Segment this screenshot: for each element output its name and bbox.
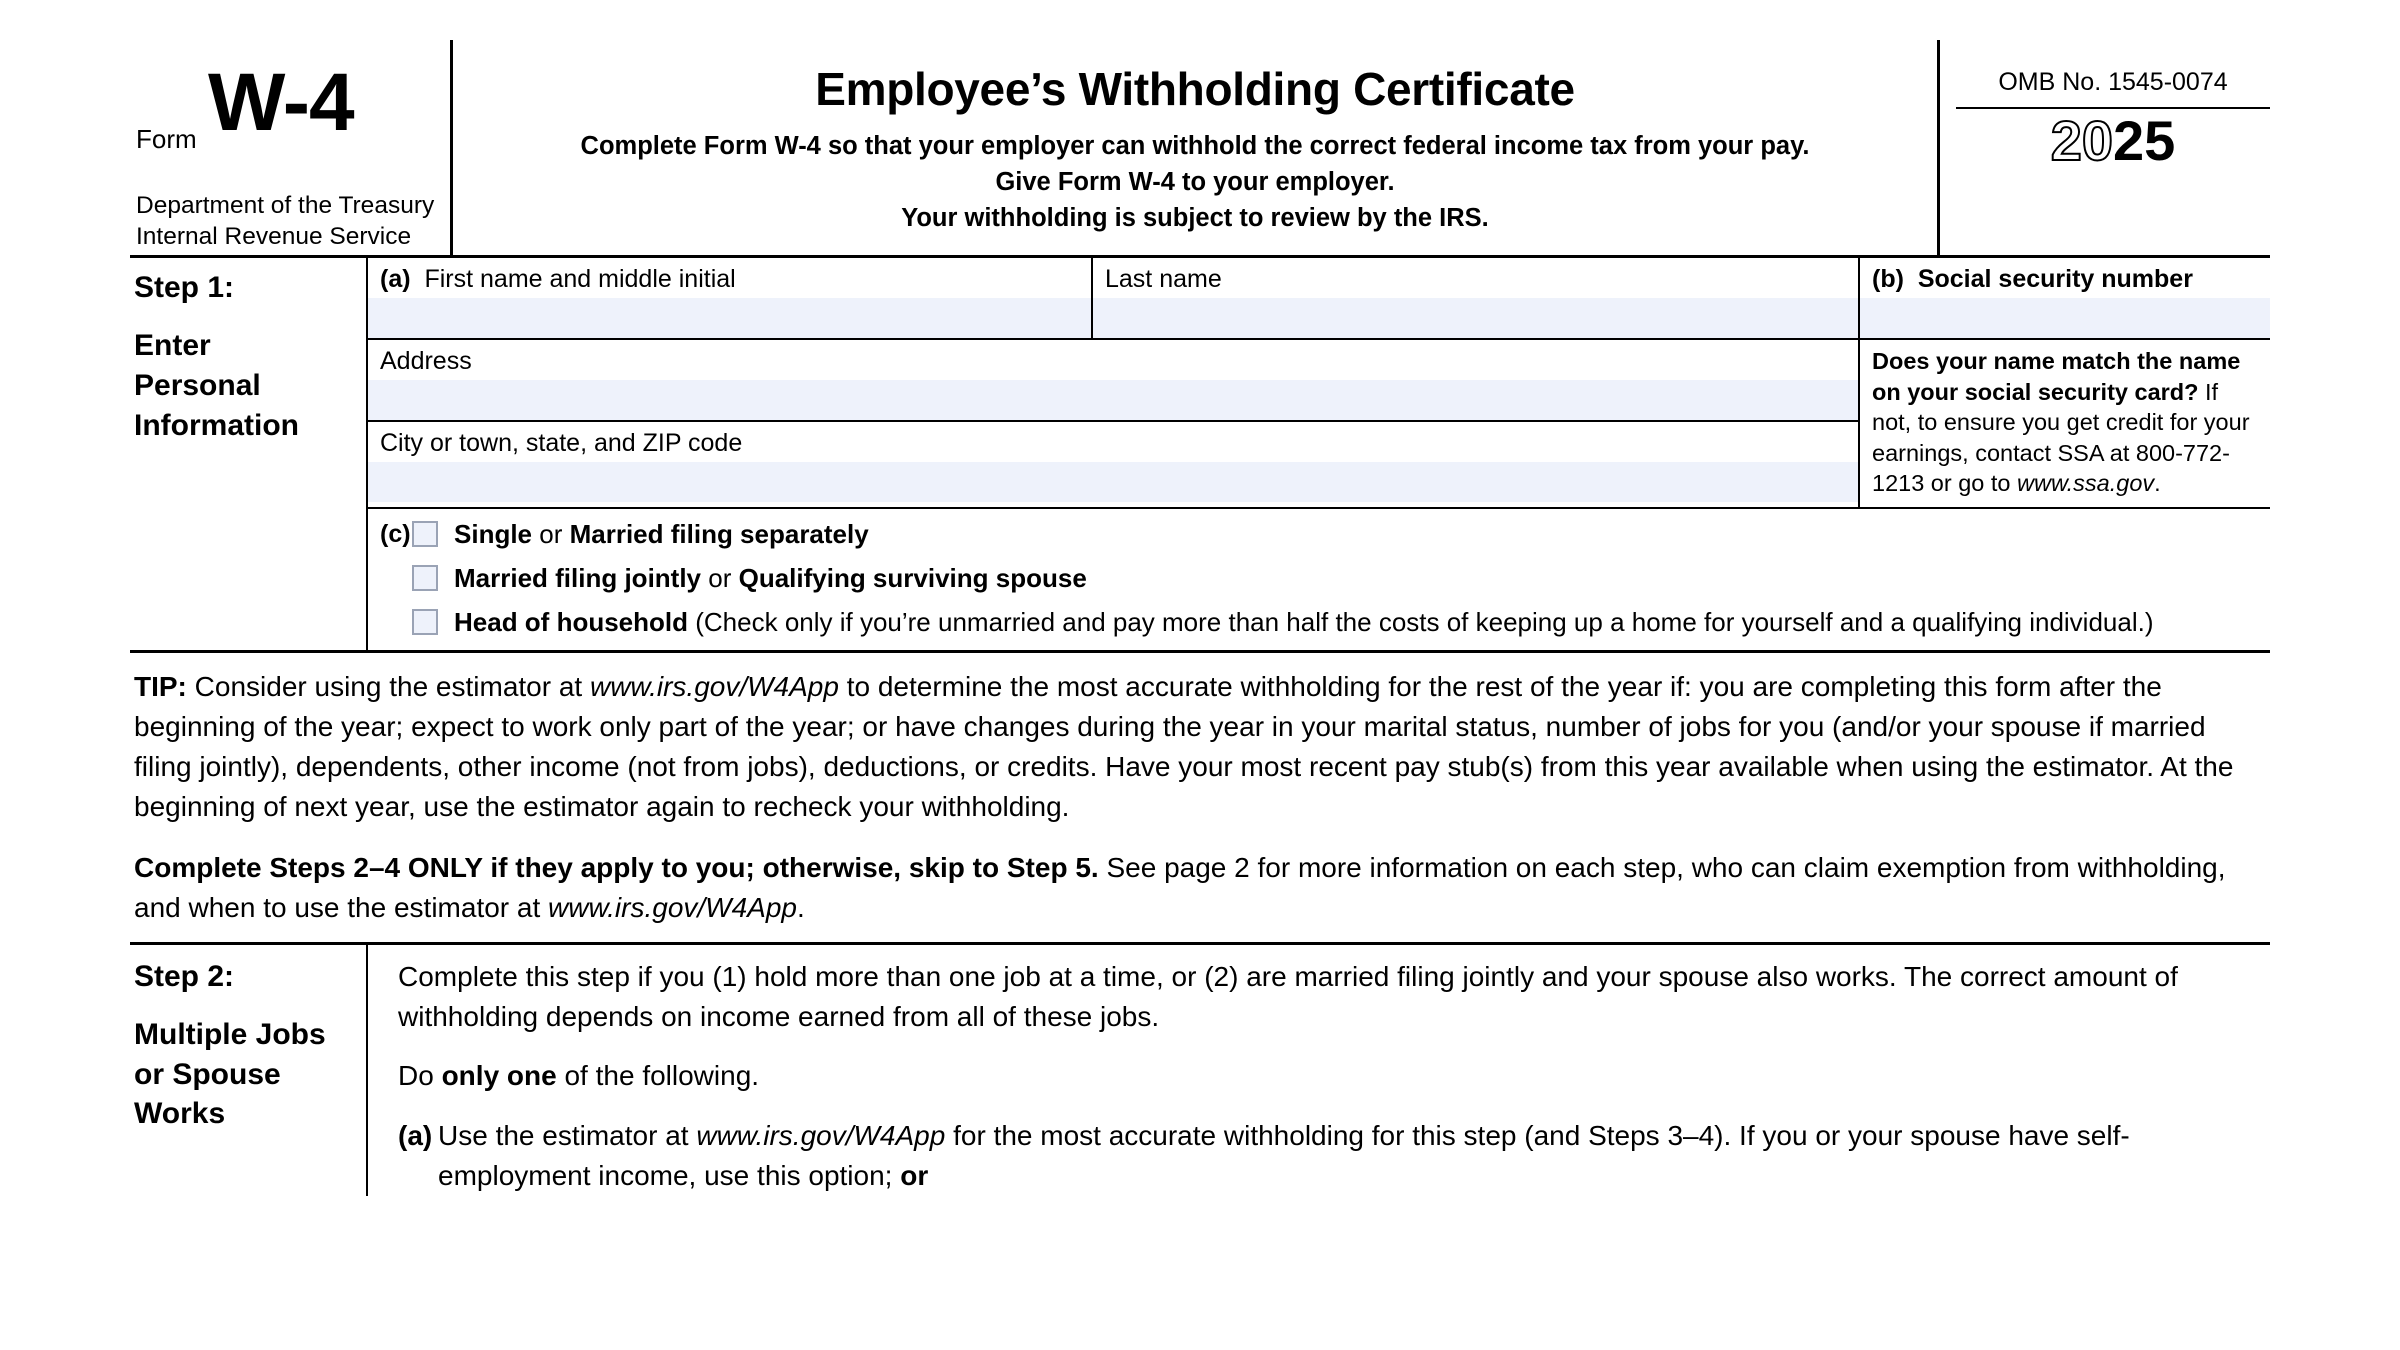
last-name-input[interactable] bbox=[1093, 298, 1858, 338]
step2-body bbox=[368, 945, 2270, 1196]
omb-year-block bbox=[1940, 40, 2270, 255]
ssn-help-note bbox=[1860, 340, 2270, 507]
filing-option-joint[interactable] bbox=[368, 563, 2270, 594]
step1-section bbox=[130, 258, 2270, 653]
filing-option-hoh-label bbox=[454, 607, 2154, 638]
form-title-block bbox=[450, 40, 1940, 255]
subtitle-line-1: Complete Form W-4 so that your employer can withhold the correct federal income tax from your pay. bbox=[580, 132, 1810, 160]
ssn-cell bbox=[1860, 258, 2270, 338]
complete-steps-text-b: . bbox=[797, 892, 805, 924]
complete-steps-text-a: See page 2 for more information on each step, who can claim exemption from withholding, and when to use the estimator at bbox=[134, 852, 2226, 924]
step1-heading-line3: Information bbox=[134, 408, 299, 442]
first-name-label: First name and middle initial bbox=[424, 265, 736, 293]
tip-label: TIP: bbox=[134, 671, 187, 703]
marker-b: (b) bbox=[1872, 265, 1904, 293]
ssn-label-wrap bbox=[1860, 258, 2270, 294]
w4app-link-tip[interactable]: www.irs.gov/W4App bbox=[589, 671, 839, 703]
address-input[interactable] bbox=[368, 380, 1858, 420]
step2-item-a-text bbox=[438, 1116, 2270, 1196]
form-number: W-4 bbox=[208, 57, 354, 148]
first-name-input[interactable] bbox=[368, 298, 1091, 338]
w4app-link-complete[interactable]: www.irs.gov/W4App bbox=[548, 892, 797, 924]
marker-c: (c) bbox=[380, 519, 411, 548]
step2-heading-line1: Multiple Jobs bbox=[134, 1017, 326, 1051]
first-name-label-wrap bbox=[368, 258, 1091, 294]
married-separately-bold: Married filing separately bbox=[569, 518, 869, 549]
issuing-agency bbox=[136, 190, 434, 253]
form-word-label: Form bbox=[136, 124, 197, 154]
ssn-note-end: . bbox=[2154, 470, 2161, 497]
form-subtitle bbox=[471, 128, 1919, 237]
form-header bbox=[130, 40, 2270, 255]
joint-bold: Married filing jointly bbox=[454, 562, 702, 593]
name-ssn-row bbox=[368, 258, 2270, 340]
item-a-text-a: Use the estimator at bbox=[438, 1120, 697, 1152]
tax-year-prefix: 20 bbox=[2050, 109, 2113, 172]
last-name-label: Last name bbox=[1105, 265, 1222, 293]
filing-option-single-label bbox=[454, 519, 869, 550]
filing-status-group bbox=[368, 509, 2270, 651]
agency-line-1: Department of the Treasury bbox=[136, 192, 435, 219]
filing-option-hoh[interactable] bbox=[368, 607, 2270, 638]
step2-paragraph-1: Complete this step if you (1) hold more than one job at a time, or (2) are married filing jointly and your spouse also works. The correct amount of withholding depends on income earned from all of these jobs. bbox=[398, 960, 2178, 1032]
filing-option-joint-label bbox=[454, 563, 1087, 594]
item-a-text-b: for the most accurate withholding for this step (and Steps 3–4). If you or your spouse have self-employment income, use this option; bbox=[438, 1120, 2130, 1191]
tax-year bbox=[1956, 109, 2270, 172]
joint-mid: or bbox=[701, 562, 739, 593]
hoh-bold: Head of household bbox=[454, 607, 688, 638]
step2-item-a bbox=[398, 1116, 2270, 1196]
step1-label bbox=[130, 258, 368, 650]
do-only-one-bold: only one bbox=[441, 1060, 557, 1092]
tip-text-b: to determine the most accurate withholding for the rest of the year if: you are completing this form after the beginning of the year; expect to work only part of the year; or have changes during the year in your marital status, number of jobs for you (and/or your spouse if married filing jointly), dependents, other income (not from jobs), deductions, or credits. Have your most recent pay stub(s) from this year available when using the estimator. At the beginning of next year, use the estimator again to recheck your withholding. bbox=[134, 671, 2234, 822]
hoh-tail: (Check only if you’re unmarried and pay more than half the costs of keeping up a home for yourself and a qualifying individual.) bbox=[695, 607, 2154, 638]
complete-steps-paragraph bbox=[134, 848, 2270, 928]
checkbox-head-of-household[interactable] bbox=[412, 609, 438, 635]
marker-a: (a) bbox=[380, 265, 411, 293]
subtitle-line-3: Your withholding is subject to review by the IRS. bbox=[901, 204, 1489, 233]
address-label: Address bbox=[380, 347, 472, 375]
tax-year-suffix: 25 bbox=[2113, 109, 2176, 172]
step2-label bbox=[130, 945, 368, 1196]
checkbox-married-jointly[interactable] bbox=[412, 565, 438, 591]
step1-fields bbox=[368, 258, 2270, 650]
step2-heading: Step 2: bbox=[134, 959, 235, 993]
tip-block bbox=[130, 653, 2270, 945]
address-column bbox=[368, 340, 1860, 507]
step2-heading-line3: Works bbox=[134, 1097, 226, 1131]
step1-heading-line1: Enter bbox=[134, 328, 211, 362]
do-only-one-b: of the following. bbox=[556, 1060, 760, 1092]
agency-line-2: Internal Revenue Service bbox=[136, 223, 412, 251]
last-name-cell bbox=[1093, 258, 1860, 338]
address-cell bbox=[368, 340, 1858, 422]
tip-text-a: Consider using the estimator at bbox=[186, 671, 590, 703]
omb-number: OMB No. 1545-0074 bbox=[1956, 40, 2270, 109]
address-note-row bbox=[368, 340, 2270, 509]
ssn-note-question: Does your name match the name on your social security card? bbox=[1872, 348, 2241, 405]
do-only-one-a: Do bbox=[398, 1060, 442, 1092]
ssn-note-rest: If not, to ensure you get credit for your earnings, contact SSA at 800-772-1213 or go to bbox=[1872, 378, 2250, 497]
subtitle-line-2: Give Form W-4 to your employer. bbox=[995, 168, 1395, 197]
city-cell bbox=[368, 422, 1858, 502]
ssa-website-link[interactable]: www.ssa.gov bbox=[2017, 470, 2155, 497]
item-a-or: or bbox=[900, 1159, 929, 1191]
step2-paragraph-2 bbox=[398, 1056, 2270, 1096]
ssn-label: Social security number bbox=[1917, 265, 2193, 293]
page-title: Employee’s Withholding Certificate bbox=[815, 63, 1575, 115]
ssn-input[interactable] bbox=[1860, 298, 2270, 338]
first-name-cell bbox=[368, 258, 1093, 338]
filing-option-single[interactable] bbox=[368, 519, 2270, 550]
single-mid: or bbox=[532, 518, 570, 549]
checkbox-single[interactable] bbox=[412, 521, 438, 547]
city-input[interactable] bbox=[368, 462, 1858, 502]
step2-item-a-marker: (a) bbox=[398, 1120, 433, 1152]
step2-heading-line2: or Spouse bbox=[134, 1057, 281, 1091]
w4app-link-step2[interactable]: www.irs.gov/W4App bbox=[696, 1120, 946, 1152]
step1-heading-line2: Personal bbox=[134, 368, 261, 402]
tip-paragraph bbox=[134, 667, 2270, 826]
single-bold: Single bbox=[454, 518, 533, 549]
qualifying-spouse-bold: Qualifying surviving spouse bbox=[738, 562, 1087, 593]
complete-steps-bold: Complete Steps 2–4 ONLY if they apply to you; otherwise, skip to Step 5. bbox=[134, 852, 1099, 884]
step1-heading: Step 1: bbox=[134, 271, 235, 304]
form-identity-block bbox=[130, 40, 450, 255]
city-label: City or town, state, and ZIP code bbox=[380, 429, 743, 457]
step2-section bbox=[130, 945, 2270, 1196]
